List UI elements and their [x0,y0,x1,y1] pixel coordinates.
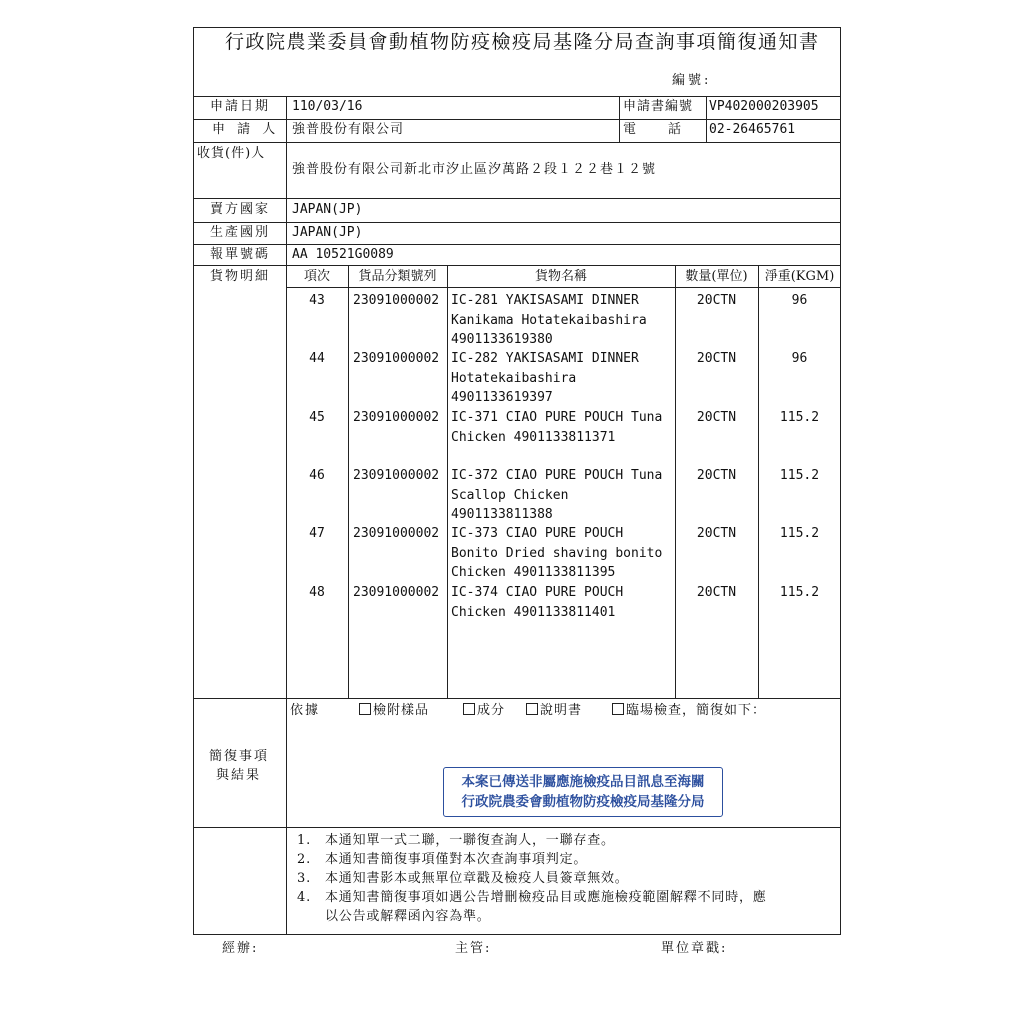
basis-label: 依據 [290,703,321,718]
rule-line [348,265,349,698]
row-weight: 115.2 [779,468,820,483]
phone-value: 02-26465761 [709,122,796,137]
rule-line [193,198,841,199]
row-name: IC-281 YAKISASAMI DINNER Kanikama Hotatekaibashira 4901133619380 [451,293,647,347]
column-header-quantity: 數量(單位) [685,269,748,284]
customs-notice-stamp [443,767,723,817]
note-number: 1. [297,833,312,848]
row-name: IC-371 CIAO PURE POUCH Tuna Chicken 4901133811371 [451,410,663,445]
rule-line [193,698,841,699]
goods-section-label: 貨物明細 [210,269,271,284]
unit-seal-label: 單位章戳: [661,941,728,956]
row-code: 23091000002 [353,585,440,600]
rule-line [193,265,841,266]
row-quantity: 20CTN [696,351,737,366]
row-code: 23091000002 [353,468,440,483]
rule-line [193,244,841,245]
column-header-weight: 淨重(KGM) [764,269,835,284]
row-quantity: 20CTN [696,410,737,425]
origin-country-value: JAPAN(JP) [292,225,363,240]
row-name: IC-282 YAKISASAMI DINNER Hotatekaibashira 4901133619397 [451,351,639,405]
checkbox-sample[interactable] [359,702,429,720]
row-item: 43 [309,293,325,308]
note-text: 本通知書簡復事項如遇公告增刪檢疫品目或應施檢疫範圍解釋不同時，應 [325,890,767,905]
column-header-code: 貨品分類號列 [358,269,437,284]
row-name: IC-374 CIAO PURE POUCH Chicken 4901133811401 [451,585,624,620]
row-weight: 115.2 [779,585,820,600]
row-code: 23091000002 [353,293,440,308]
consignee-value: 強普股份有限公司新北市汐止區汐萬路２段１２２巷１２號 [292,162,657,177]
row-item: 46 [309,468,325,483]
application-number-label: 申請書編號 [623,99,694,114]
row-item: 45 [309,410,325,425]
note-number: 2. [297,852,312,867]
note-text: 本通知書簡復事項僅對本次查詢事項判定。 [325,852,588,867]
row-item: 44 [309,351,325,366]
rule-line [193,119,841,120]
column-header-item: 項次 [303,269,330,284]
application-number-value: VP402000203905 [709,99,819,114]
consignee-label: 收貨(件)人 [197,146,266,161]
checkbox-icon [612,703,624,715]
applicant-label: 申 請 人 [212,122,280,137]
seller-country-value: JAPAN(JP) [292,202,363,217]
stamp-line2: 行政院農委會動植物防疫檢疫局基隆分局 [461,794,705,810]
checkbox-composition-label: 成分 [477,703,506,718]
origin-country-label: 生產國別 [210,225,271,240]
rule-line [193,827,841,828]
column-header-name: 貨物名稱 [534,269,587,284]
row-name: IC-373 CIAO PURE POUCH Bonito Dried shaving bonito Chicken 4901133811395 [451,526,663,580]
checkbox-onsite-label: 臨場檢查，簡復如下： [626,703,767,718]
reply-section-label-line1: 簡復事項 [209,749,270,764]
document-title: 行政院農業委員會動植物防疫檢疫局基隆分局查詢事項簡復通知書 [225,31,820,53]
row-code: 23091000002 [353,526,440,541]
note-text: 本通知書影本或無單位章戳及檢疫人員簽章無效。 [325,871,629,886]
note-text: 本通知單一式二聯，一聯復查詢人，一聯存查。 [325,833,615,848]
note-number: 3. [297,871,312,886]
row-quantity: 20CTN [696,585,737,600]
reply-section-label-line2: 與結果 [216,768,262,783]
row-quantity: 20CTN [696,293,737,308]
row-weight: 115.2 [779,526,820,541]
row-quantity: 20CTN [696,468,737,483]
serial-number-label: 編號: [672,73,712,88]
handler-label: 經辦: [222,941,259,956]
row-name: IC-372 CIAO PURE POUCH Tuna Scallop Chicken 4901133811388 [451,468,663,522]
rule-line [193,142,841,143]
row-item: 47 [309,526,325,541]
checkbox-icon [526,703,538,715]
row-quantity: 20CTN [696,526,737,541]
row-item: 48 [309,585,325,600]
phone-label: 電 話 [623,122,684,137]
note-number: 4. [297,890,312,905]
checkbox-manual-label: 說明書 [540,703,583,718]
checkbox-icon [359,703,371,715]
supervisor-label: 主管: [455,941,492,956]
checkbox-manual[interactable] [526,702,582,720]
rule-line [619,96,620,142]
row-code: 23091000002 [353,410,440,425]
declaration-number-label: 報單號碼 [210,247,271,262]
rule-line [286,96,287,935]
application-date-value: 110/03/16 [292,99,363,114]
rule-line [193,222,841,223]
applicant-value: 強普股份有限公司 [292,122,405,137]
row-weight: 115.2 [779,410,820,425]
row-weight: 96 [791,293,808,308]
seller-country-label: 賣方國家 [210,202,271,217]
application-date-label: 申請日期 [210,99,271,114]
row-weight: 96 [791,351,808,366]
rule-line [193,96,841,97]
checkbox-onsite[interactable] [612,702,766,720]
stamp-line1: 本案已傳送非屬應施檢疫品目訊息至海關 [461,774,705,790]
row-code: 23091000002 [353,351,440,366]
declaration-number-value: AA 10521G0089 [292,247,394,262]
rule-line [706,96,707,142]
checkbox-icon [463,703,475,715]
rule-line [447,265,448,698]
checkbox-sample-label: 檢附樣品 [373,703,430,718]
note-text-continuation: 以公告或解釋函內容為準。 [325,909,491,924]
checkbox-composition[interactable] [463,702,505,720]
